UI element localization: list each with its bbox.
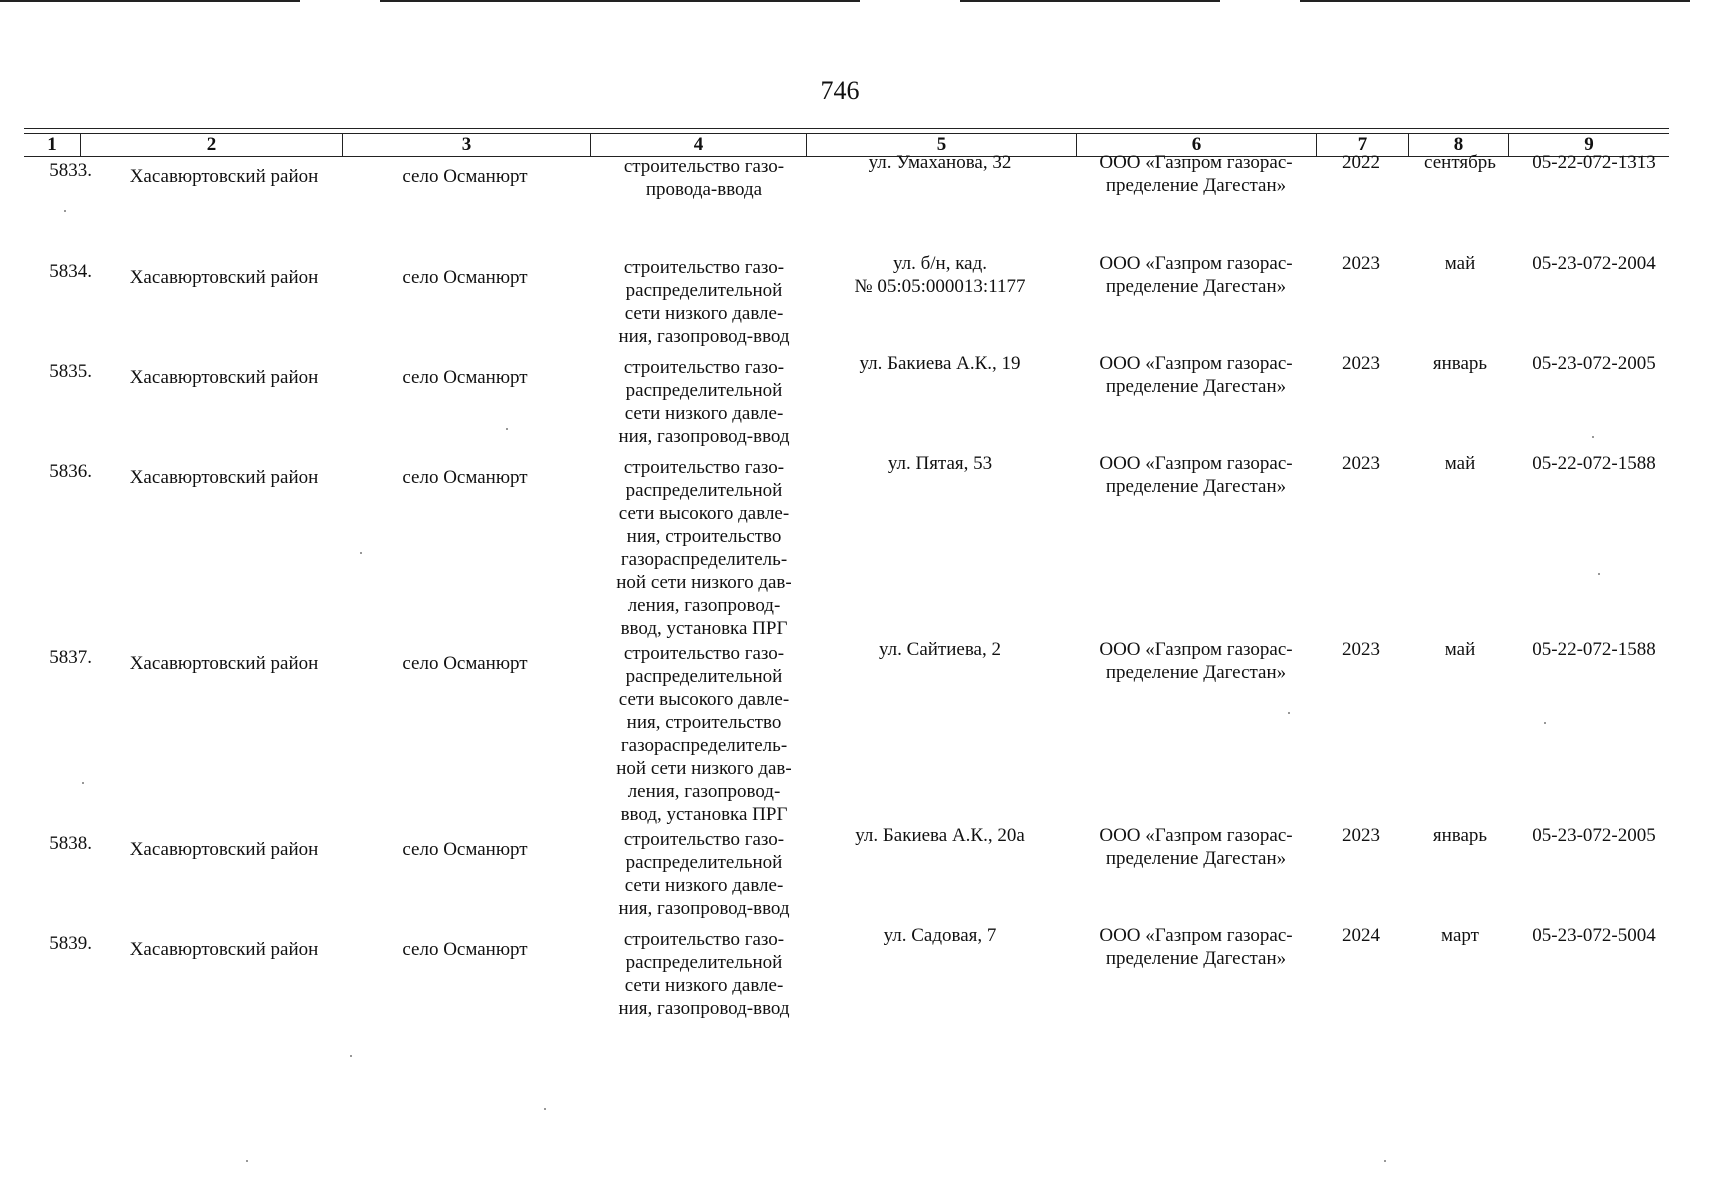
village-cell: село Османюрт — [402, 367, 528, 388]
organization-line: пределение Дагестан» — [1105, 848, 1287, 869]
organization-cell — [1076, 151, 1316, 197]
work-description-line: ввод, установка ПРГ — [620, 618, 788, 639]
work-description-line: ния, строительство — [626, 712, 782, 733]
work-description-line: ния, строительство — [626, 526, 782, 547]
row-number: 5837. — [49, 647, 92, 668]
village-cell: село Османюрт — [402, 166, 528, 187]
work-description-line: строительство газо- — [623, 643, 785, 664]
work-description-line: сети низкого давле- — [624, 403, 784, 424]
organization-line: ООО «Газпром газорас- — [1099, 353, 1293, 374]
work-description-cell — [594, 155, 814, 201]
work-description-line: газораспределитель- — [620, 549, 788, 570]
column-header-2: 2 — [80, 134, 342, 156]
permit-code-cell: 05-23-072-2005 — [1532, 353, 1656, 374]
address-cell — [830, 151, 1050, 174]
district-cell: Хасавюртовский район — [129, 367, 319, 388]
row-number: 5838. — [49, 833, 92, 854]
work-description-cell — [594, 256, 814, 348]
work-description-line: ной сети низкого дав- — [616, 758, 792, 779]
scan-speck — [506, 428, 508, 430]
work-description-line: строительство газо- — [623, 829, 785, 850]
page-number: 746 — [820, 76, 860, 105]
scan-edge-marks — [0, 0, 1712, 2]
column-header-4: 4 — [590, 134, 806, 156]
scan-speck — [360, 552, 362, 554]
permit-code-cell: 05-23-072-2004 — [1532, 253, 1656, 274]
column-header-6: 6 — [1076, 134, 1316, 156]
row-number: 5834. — [49, 261, 92, 282]
scan-speck — [1544, 722, 1546, 724]
month-cell: май — [1444, 253, 1476, 274]
district-cell: Хасавюртовский район — [129, 939, 319, 960]
work-description-cell — [594, 828, 814, 920]
address-line: ул. Бакиева А.К., 19 — [859, 353, 1021, 374]
organization-line: пределение Дагестан» — [1105, 376, 1287, 397]
column-header-1: 1 — [47, 134, 57, 155]
column-header-7: 7 — [1316, 134, 1408, 156]
work-description-line: распределительной — [625, 952, 783, 973]
address-cell — [830, 638, 1050, 661]
address-line: ул. б/н, кад. — [892, 253, 988, 274]
address-cell — [830, 452, 1050, 475]
organization-line: ООО «Газпром газорас- — [1099, 453, 1293, 474]
work-description-line: сети высокого давле- — [618, 689, 790, 710]
organization-line: ООО «Газпром газорас- — [1099, 253, 1293, 274]
work-description-line: распределительной — [625, 666, 783, 687]
work-description-line: строительство газо- — [623, 257, 785, 278]
year-cell: 2023 — [1342, 253, 1380, 274]
permit-code-cell: 05-23-072-2005 — [1532, 825, 1656, 846]
year-cell: 2023 — [1342, 353, 1380, 374]
work-description-line: строительство газо- — [623, 457, 785, 478]
scan-speck — [64, 210, 66, 212]
scan-speck — [246, 1160, 248, 1162]
district-cell: Хасавюртовский район — [129, 653, 319, 674]
district-cell: Хасавюртовский район — [129, 166, 319, 187]
district-cell: Хасавюртовский район — [129, 467, 319, 488]
address-line: ул. Бакиева А.К., 20а — [855, 825, 1025, 846]
village-cell: село Османюрт — [402, 653, 528, 674]
column-header-3: 3 — [342, 134, 590, 156]
address-cell — [830, 824, 1050, 847]
organization-line: пределение Дагестан» — [1105, 948, 1287, 969]
work-description-cell — [594, 456, 814, 640]
organization-line: ООО «Газпром газорас- — [1099, 639, 1293, 660]
work-description-line: газораспределитель- — [620, 735, 788, 756]
address-cell — [830, 352, 1050, 375]
district-cell: Хасавюртовский район — [129, 267, 319, 288]
row-number: 5835. — [49, 361, 92, 382]
year-cell: 2023 — [1342, 453, 1380, 474]
scan-speck — [82, 782, 84, 784]
year-cell: 2023 — [1342, 639, 1380, 660]
work-description-line: распределительной — [625, 280, 783, 301]
work-description-line: строительство газо- — [623, 929, 785, 950]
scan-speck — [350, 1055, 352, 1057]
organization-cell — [1076, 252, 1316, 298]
organization-line: пределение Дагестан» — [1105, 476, 1287, 497]
address-line: ул. Садовая, 7 — [883, 925, 997, 946]
column-header-9: 9 — [1508, 134, 1669, 156]
address-cell — [830, 924, 1050, 947]
column-header-8: 8 — [1408, 134, 1508, 156]
permit-code-cell: 05-22-072-1588 — [1532, 639, 1656, 660]
organization-line: ООО «Газпром газорас- — [1099, 925, 1293, 946]
work-description-line: ления, газопровод- — [627, 595, 781, 616]
month-cell: январь — [1432, 353, 1488, 374]
work-description-cell — [594, 642, 814, 826]
organization-line: ООО «Газпром газорас- — [1099, 825, 1293, 846]
work-description-line: ния, газопровод-ввод — [618, 326, 790, 347]
column-header-5: 5 — [806, 134, 1076, 156]
organization-cell — [1076, 824, 1316, 870]
work-description-line: ния, газопровод-ввод — [618, 998, 790, 1019]
work-description-line: ния, газопровод-ввод — [618, 426, 790, 447]
village-cell: село Османюрт — [402, 467, 528, 488]
work-description-line: провода-ввода — [645, 179, 763, 200]
address-line: № 05:05:000013:1177 — [854, 276, 1026, 297]
scan-speck — [1288, 712, 1290, 714]
organization-cell — [1076, 638, 1316, 684]
work-description-line: ления, газопровод- — [627, 781, 781, 802]
organization-line: пределение Дагестан» — [1105, 175, 1287, 196]
address-line: ул. Умаханова, 32 — [868, 152, 1012, 173]
work-description-line: сети низкого давле- — [624, 303, 784, 324]
district-cell: Хасавюртовский район — [129, 839, 319, 860]
work-description-line: ния, газопровод-ввод — [618, 898, 790, 919]
village-cell: село Османюрт — [402, 939, 528, 960]
work-description-line: ввод, установка ПРГ — [620, 804, 788, 825]
work-description-line: ной сети низкого дав- — [616, 572, 792, 593]
permit-code-cell: 05-23-072-5004 — [1532, 925, 1656, 946]
year-cell: 2024 — [1342, 925, 1380, 946]
work-description-line: строительство газо- — [623, 357, 785, 378]
scan-speck — [1592, 436, 1594, 438]
organization-cell — [1076, 452, 1316, 498]
month-cell: май — [1444, 453, 1476, 474]
work-description-line: распределительной — [625, 480, 783, 501]
year-cell: 2022 — [1342, 152, 1380, 173]
work-description-cell — [594, 928, 814, 1020]
permit-code-cell: 05-22-072-1588 — [1532, 453, 1656, 474]
address-line: ул. Пятая, 53 — [887, 453, 993, 474]
work-description-line: распределительной — [625, 852, 783, 873]
scan-speck — [1384, 1160, 1386, 1162]
organization-line: пределение Дагестан» — [1105, 276, 1287, 297]
permit-code-cell: 05-22-072-1313 — [1532, 152, 1656, 173]
row-number: 5833. — [49, 160, 92, 181]
year-cell: 2023 — [1342, 825, 1380, 846]
organization-cell — [1076, 924, 1316, 970]
address-line: ул. Сайтиева, 2 — [879, 639, 1001, 660]
month-cell: январь — [1432, 825, 1488, 846]
work-description-line: сети высокого давле- — [618, 503, 790, 524]
work-description-line: сети низкого давле- — [624, 875, 784, 896]
month-cell: март — [1441, 925, 1479, 946]
row-number: 5839. — [49, 933, 92, 954]
village-cell: село Османюрт — [402, 839, 528, 860]
table-top-rule — [24, 128, 1669, 129]
work-description-line: распределительной — [625, 380, 783, 401]
work-description-line: сети низкого давле- — [624, 975, 784, 996]
work-description-cell — [594, 356, 814, 448]
row-number: 5836. — [49, 461, 92, 482]
organization-line: ООО «Газпром газорас- — [1099, 152, 1293, 173]
address-cell — [830, 252, 1050, 298]
village-cell: село Османюрт — [402, 267, 528, 288]
month-cell: май — [1444, 639, 1476, 660]
work-description-line: строительство газо- — [623, 156, 785, 177]
month-cell: сентябрь — [1424, 152, 1496, 173]
organization-line: пределение Дагестан» — [1105, 662, 1287, 683]
scan-speck — [1598, 573, 1600, 575]
organization-cell — [1076, 352, 1316, 398]
scan-speck — [544, 1108, 546, 1110]
